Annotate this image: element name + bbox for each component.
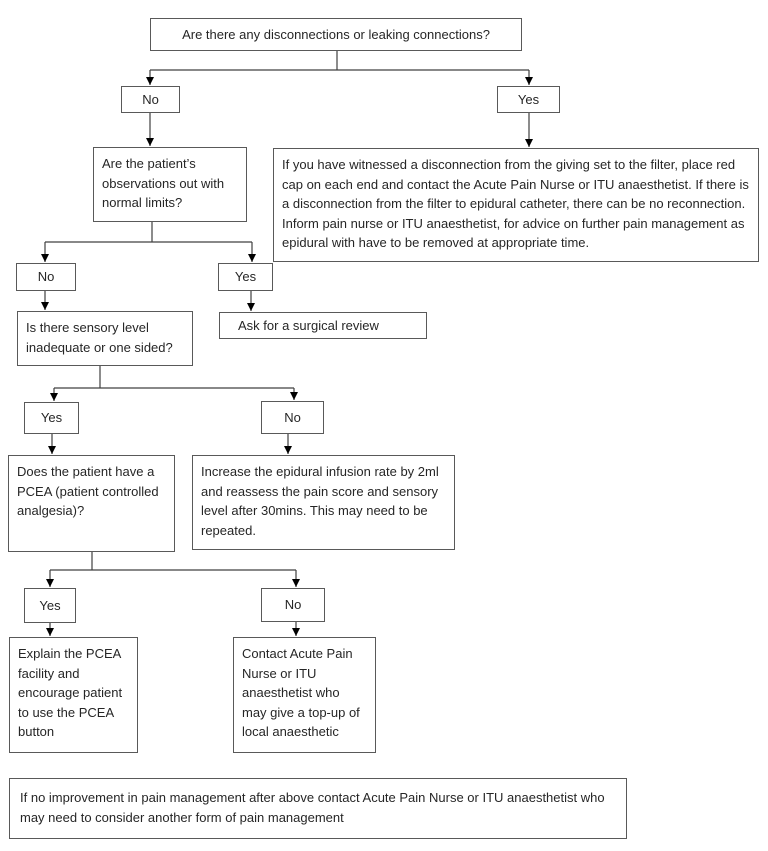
- node-yes-pcea: Yes: [24, 588, 76, 623]
- node-yes-disconnections: Yes: [497, 86, 560, 113]
- node-explain-pcea: Explain the PCEA facility and encourage patient to use the PCEA button: [9, 637, 138, 753]
- node-contact-top-up: Contact Acute Pain Nurse or ITU anaesthetist who may give a top-up of local anaesthetic: [233, 637, 376, 753]
- node-disconnection-advice: If you have witnessed a disconnection from the giving set to the filter, place red cap on each end and contact the Acute Pain Nurse or ITU anaesthetist. If there is a disconnection from the filter to epidural catheter, there can be no reconnection. Inform pain nurse or ITU anaesthetist, for advice on further pain management as epidural with have to be removed at appropriate time.: [273, 148, 759, 262]
- node-yes-sensory: Yes: [24, 402, 79, 434]
- node-no-disconnections: No: [121, 86, 180, 113]
- node-no-observations: No: [16, 263, 76, 291]
- node-yes-observations: Yes: [218, 263, 273, 291]
- node-q-observations: Are the patient’s observations out with normal limits?: [93, 147, 247, 222]
- node-no-pcea: No: [261, 588, 325, 622]
- node-q-disconnections: Are there any disconnections or leaking connections?: [150, 18, 522, 51]
- node-q-sensory-level: Is there sensory level inadequate or one sided?: [17, 311, 193, 366]
- node-q-pcea: Does the patient have a PCEA (patient controlled analgesia)?: [8, 455, 175, 552]
- node-no-sensory: No: [261, 401, 324, 434]
- node-surgical-review: Ask for a surgical review: [219, 312, 427, 339]
- node-increase-infusion: Increase the epidural infusion rate by 2ml and reassess the pain score and sensory level after 30mins. This may need to be repeated.: [192, 455, 455, 550]
- node-no-improvement: If no improvement in pain management after above contact Acute Pain Nurse or ITU anaesthetist who may need to consider another form of pain management: [9, 778, 627, 839]
